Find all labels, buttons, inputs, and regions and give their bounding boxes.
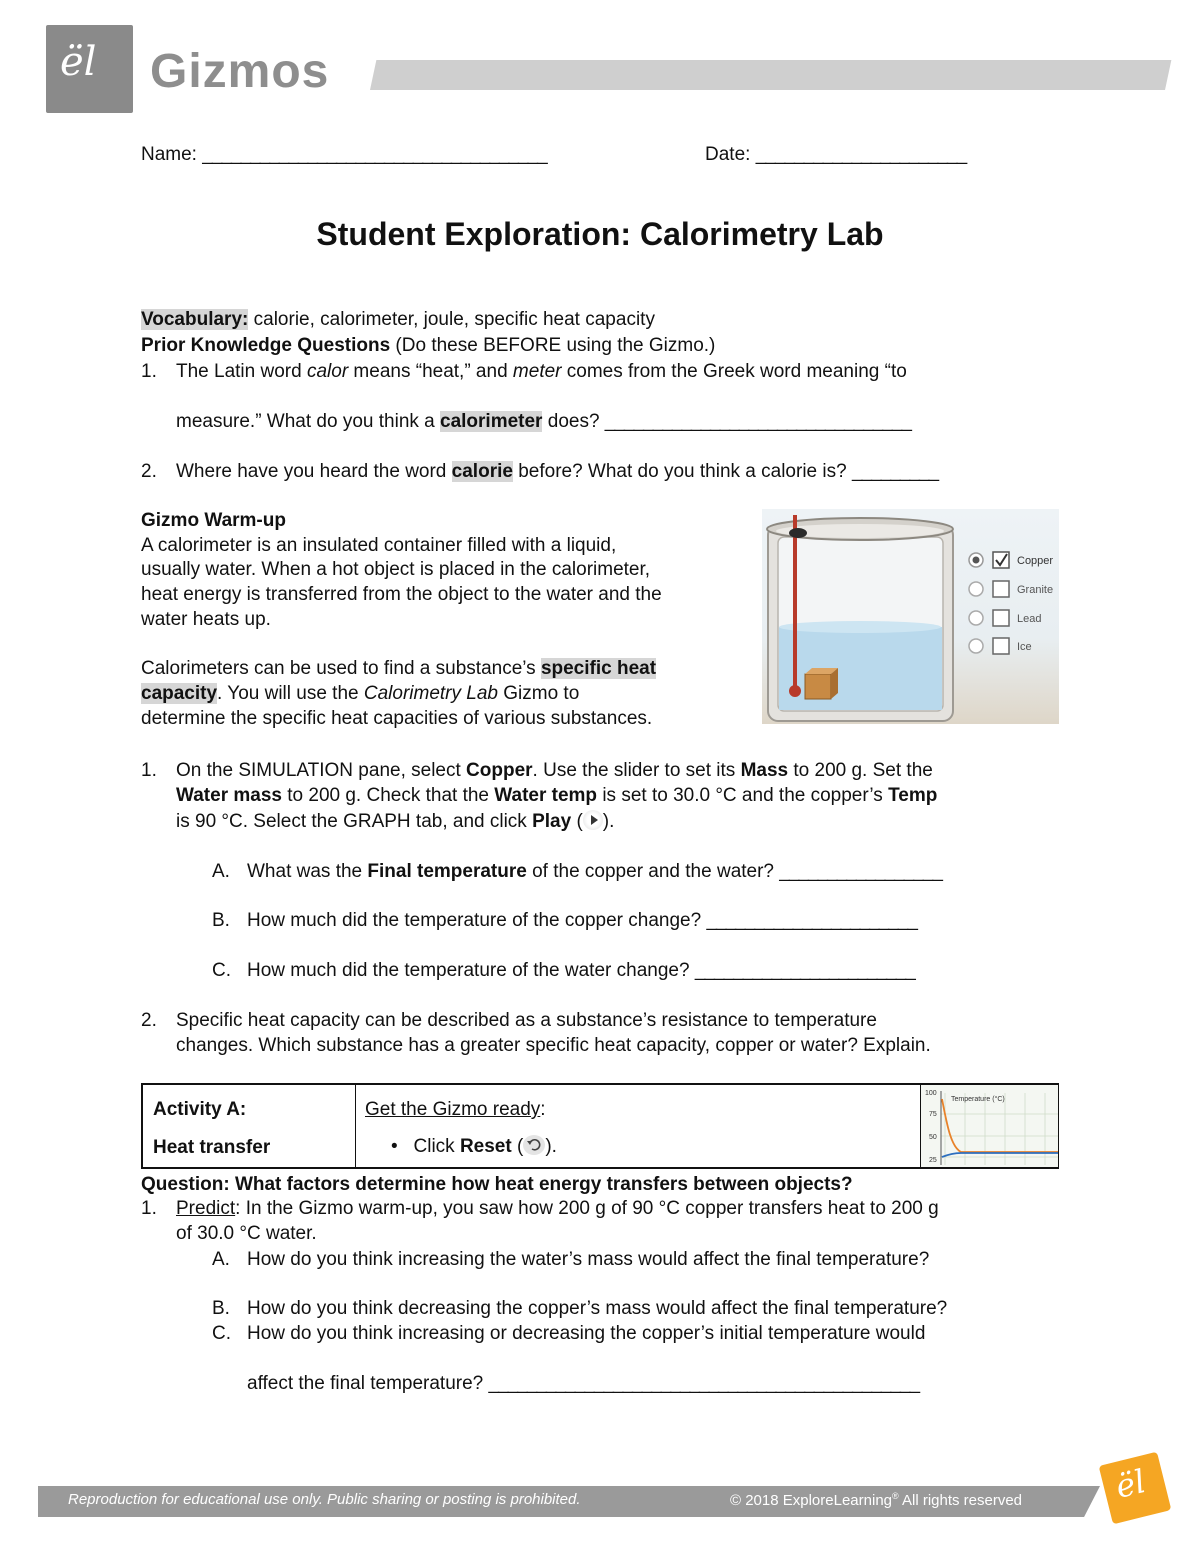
- prior-q1-text-a: The Latin word: [176, 361, 307, 382]
- option-granite: Granite: [1017, 584, 1054, 596]
- warmup-p1-line3: heat energy is transferred from the object to the water and the: [141, 584, 662, 605]
- footer-registered-mark: ®: [892, 1491, 899, 1501]
- activity-qB-text: How do you think decreasing the copper’s mass would affect the final temperature?: [247, 1298, 948, 1319]
- activity-qB-letter: B.: [212, 1298, 230, 1319]
- radio-ice[interactable]: [969, 639, 983, 653]
- prior-q1-text-c: comes from the Greek word meaning “to: [561, 361, 907, 382]
- calorimeter-illustration: [762, 509, 1059, 724]
- warmup-p2-text-c: Gizmo to: [497, 683, 580, 704]
- warmup-q1-temp: Temp: [888, 785, 938, 806]
- warmup-qB-answer-blank[interactable]: ______________________: [706, 910, 917, 931]
- date-blank[interactable]: ______________________: [755, 144, 967, 165]
- prior-q1-calor: calor: [306, 361, 349, 382]
- prior-note: (Do these BEFORE using the Gizmo.): [390, 335, 716, 356]
- prior-q2-text-b: before? What do you think a calorie is?: [512, 461, 852, 482]
- graph-tick-25: 25: [929, 1157, 937, 1164]
- footer-logo: [1099, 1452, 1172, 1525]
- warmup-p2-line2: [141, 682, 579, 706]
- footer-copyright: [730, 1491, 1022, 1509]
- prior-heading-text: Prior Knowledge Questions: [141, 335, 391, 356]
- brand-title: Gizmos: [150, 45, 330, 98]
- activity-click: Click: [413, 1136, 460, 1157]
- warmup-q1-water-temp: Water temp: [494, 785, 598, 806]
- graph-title: Temperature (°C): [951, 1096, 1005, 1103]
- date-label: Date:: [705, 144, 751, 165]
- warmup-qC-text: How much did the temperature of the water change?: [247, 960, 695, 981]
- warmup-qA-answer-blank[interactable]: _________________: [779, 861, 942, 882]
- warmup-q2-number: 2.: [141, 1010, 157, 1031]
- warmup-q1-paren-close: ).: [602, 811, 615, 832]
- activity-label-cell: [143, 1085, 356, 1167]
- warmup-qB-text: How much did the temperature of the copper change?: [247, 910, 707, 931]
- activity-qC-answer-blank[interactable]: _____________________________________________: [488, 1373, 920, 1394]
- warmup-q1-paren-open: (: [571, 811, 583, 832]
- activity-reset-paren-open: (: [511, 1136, 524, 1157]
- warmup-qA-letter: A.: [212, 861, 230, 882]
- prior-q2-term: calorie: [451, 461, 513, 482]
- logo-mark: ël: [60, 39, 97, 85]
- vocabulary-label: Vocabulary:: [141, 309, 249, 330]
- warmup-p1-line2: usually water. When a hot object is placed in the calorimeter,: [141, 559, 651, 580]
- play-icon: [583, 810, 603, 830]
- prior-knowledge-heading: [141, 334, 715, 358]
- warmup-qA-text-a: What was the: [247, 861, 368, 882]
- warmup-q1-copper: Copper: [466, 760, 533, 781]
- activity-reset: Reset: [459, 1136, 512, 1157]
- checkbox-ice[interactable]: [993, 638, 1009, 654]
- warmup-p2-term2: capacity: [141, 683, 218, 704]
- thermometer: [793, 515, 797, 690]
- warmup-q1-text-e: is set to 30.0 °C and the copper’s: [597, 785, 889, 806]
- name-label: Name:: [141, 144, 197, 165]
- warmup-p1-line4: water heats up.: [141, 609, 271, 630]
- warmup-p2-term1: specific heat: [540, 658, 657, 679]
- option-lead: Lead: [1017, 613, 1042, 625]
- warmup-qB-line: [247, 909, 917, 933]
- prior-q1-line1: [176, 360, 907, 384]
- warmup-p2-text-b: . You will use the: [217, 683, 364, 704]
- warmup-q2-line1: Specific heat capacity can be described as a substance’s resistance to temperature: [176, 1010, 877, 1031]
- activity-reset-step: [391, 1135, 557, 1159]
- activity-qA-text: How do you think increasing the water’s mass would affect the final temperature?: [247, 1249, 930, 1270]
- activity-table: [141, 1083, 1059, 1169]
- footer-copyright-text: © 2018 ExploreLearning: [730, 1492, 892, 1509]
- activity-q1-text: : In the Gizmo warm-up, you saw how 200 g of 90 °C copper transfers heat to 200 g: [235, 1198, 939, 1219]
- prior-q2-text-a: Where have you heard the word: [176, 461, 452, 482]
- activity-reset-paren-close: ).: [545, 1136, 557, 1157]
- prior-q1-term: calorimeter: [440, 411, 543, 432]
- explorelearning-logo: [46, 25, 133, 113]
- warmup-qA-text-b: of the copper and the water?: [526, 861, 780, 882]
- prior-q1-answer-blank[interactable]: ________________________________: [604, 411, 911, 432]
- prior-q2-line: [176, 460, 938, 484]
- warmup-q1-line2: [176, 784, 937, 808]
- prior-q1-meter: meter: [512, 361, 562, 382]
- temperature-graph-thumbnail: [921, 1085, 1058, 1167]
- warmup-q1-water-mass: Water mass: [176, 785, 282, 806]
- option-copper: Copper: [1017, 555, 1054, 567]
- activity-q1-line1: [176, 1197, 939, 1221]
- activity-qC-text: How do you think increasing or decreasing the copper’s initial temperature would: [247, 1323, 926, 1344]
- activity-qA-letter: A.: [212, 1249, 230, 1270]
- activity-q1-line2: of 30.0 °C water.: [176, 1223, 317, 1244]
- warmup-q1-text-d: to 200 g. Check that the: [281, 785, 495, 806]
- footer-logo-mark: ël: [1111, 1462, 1150, 1506]
- bullet: •: [391, 1136, 398, 1157]
- footer-rights: All rights reserved: [898, 1492, 1023, 1509]
- activity-sublabel: Heat transfer: [153, 1137, 271, 1158]
- warmup-qC-answer-blank[interactable]: _______________________: [694, 960, 915, 981]
- prior-q2-answer-blank[interactable]: _________: [851, 461, 939, 482]
- prior-q1-line2: [176, 410, 911, 434]
- warmup-p2-line1: [141, 657, 656, 681]
- option-ice: Ice: [1017, 641, 1032, 653]
- date-line: [705, 143, 966, 167]
- name-blank[interactable]: ____________________________________: [202, 144, 547, 165]
- warmup-p1-line1: A calorimeter is an insulated container filled with a liquid,: [141, 535, 617, 556]
- prior-q1-text-e: does?: [542, 411, 605, 432]
- prior-q1-number: 1.: [141, 361, 157, 382]
- activity-qC-letter: C.: [212, 1323, 231, 1344]
- checkbox-lead[interactable]: [993, 610, 1009, 626]
- reset-icon: [523, 1135, 545, 1155]
- activity-ready: [365, 1098, 546, 1122]
- checkbox-granite[interactable]: [993, 581, 1009, 597]
- activity-ready-text: Get the Gizmo ready: [365, 1099, 541, 1120]
- thermometer-bulb: [789, 685, 801, 697]
- vocabulary-line: [141, 308, 655, 332]
- radio-copper-dot: [973, 557, 980, 564]
- warmup-q1-line1: [176, 759, 933, 783]
- graph-tick-75: 75: [929, 1111, 937, 1118]
- page-title: Student Exploration: Calorimetry Lab: [316, 216, 884, 252]
- warmup-q1-number: 1.: [141, 760, 157, 781]
- vocabulary-terms: calorie, calorimeter, joule, specific heat capacity: [248, 309, 655, 330]
- warmup-qB-letter: B.: [212, 910, 230, 931]
- graph-tick-100: 100: [925, 1090, 937, 1097]
- activity-label: Activity A:: [153, 1099, 247, 1120]
- warmup-qA-term: Final temperature: [367, 861, 527, 882]
- activity-qC-line2: [247, 1372, 919, 1396]
- copper-block: [805, 674, 831, 699]
- activity-q1-number: 1.: [141, 1198, 157, 1219]
- warmup-p2-line3: determine the specific heat capacities of various substances.: [141, 708, 653, 729]
- warmup-qC-letter: C.: [212, 960, 231, 981]
- warmup-q1-text-f: is 90 °C. Select the GRAPH tab, and click: [176, 811, 533, 832]
- calorimeter-figure: [762, 509, 1059, 724]
- warmup-heading: Gizmo Warm-up: [141, 510, 286, 531]
- warmup-qA-line: [247, 860, 942, 884]
- warmup-q1-play: Play: [532, 811, 572, 832]
- prior-q1-text-d: measure.” What do you think a: [176, 411, 441, 432]
- footer-reproduction-notice: Reproduction for educational use only. Public sharing or posting is prohibited.: [68, 1491, 581, 1508]
- radio-granite[interactable]: [969, 582, 983, 596]
- warmup-p2-gizmo-name: Calorimetry Lab: [363, 683, 498, 704]
- warmup-q1-text-a: On the SIMULATION pane, select: [176, 760, 467, 781]
- prior-q2-number: 2.: [141, 461, 157, 482]
- warmup-qC-line: [247, 959, 915, 983]
- activity-qC-text2: affect the final temperature?: [247, 1373, 489, 1394]
- activity-question-heading: Question: What factors determine how heat energy transfers between objects?: [141, 1174, 853, 1195]
- warmup-q2-line2: changes. Which substance has a greater specific heat capacity, copper or water? Explain.: [176, 1035, 931, 1056]
- warmup-q1-text-b: . Use the slider to set its: [532, 760, 741, 781]
- activity-graph-cell: [920, 1085, 1058, 1167]
- name-line: [141, 143, 547, 167]
- header-bar: [370, 60, 1171, 90]
- graph-tick-50: 50: [929, 1134, 937, 1141]
- thermometer-cap: [789, 528, 807, 538]
- warmup-q1-line3: [176, 810, 614, 834]
- warmup-q1-mass: Mass: [740, 760, 789, 781]
- radio-lead[interactable]: [969, 611, 983, 625]
- prior-q1-text-b: means “heat,” and: [348, 361, 513, 382]
- activity-ready-colon: :: [540, 1099, 546, 1120]
- water-surface: [779, 621, 941, 633]
- predict-label: Predict: [176, 1198, 236, 1219]
- warmup-q1-text-c: to 200 g. Set the: [788, 760, 933, 781]
- water: [779, 627, 942, 710]
- warmup-p2-text-a: Calorimeters can be used to find a substance’s: [141, 658, 541, 679]
